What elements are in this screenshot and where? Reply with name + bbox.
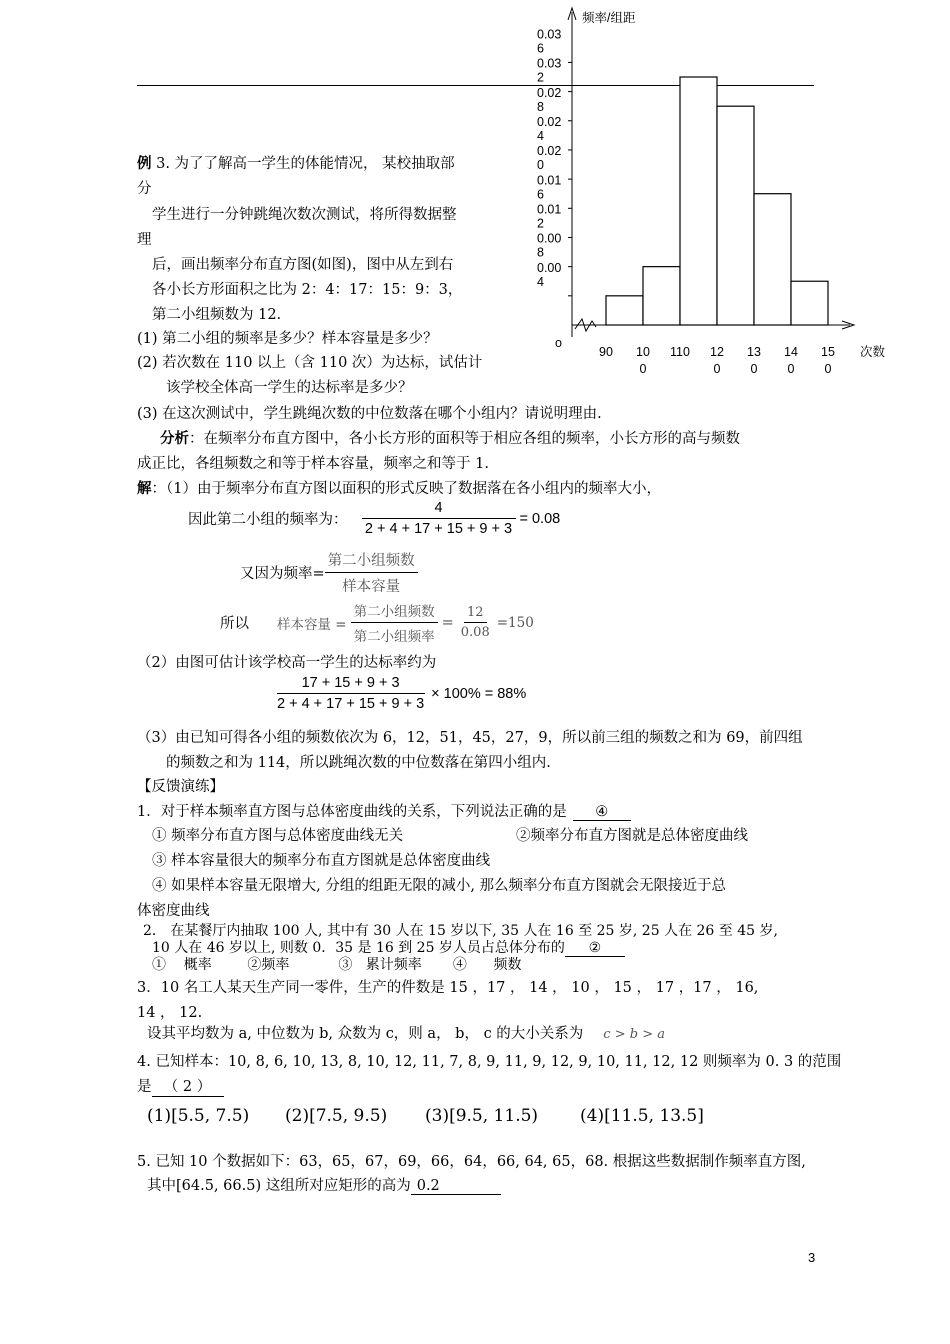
feedback-title: 【反馈演练】	[137, 779, 224, 795]
y-tick-label: 0.01	[537, 173, 562, 188]
histogram	[520, 0, 920, 400]
q1-option-1: ① 频率分布直方图与总体密度曲线无关	[152, 828, 404, 844]
feedback-q2b: 10 人在 46 岁以上, 则数 0．35 是 16 到 25 岁人员占总体分布的 ②	[152, 937, 625, 957]
x-tick-label-wrap: 0	[824, 362, 832, 376]
analysis-label: 分析	[160, 430, 189, 447]
q1-option-4: ④ 如果样本容量无限增大, 分组的组距无限的减小, 那么频率分布直方图就会无限接近于总	[152, 878, 727, 894]
question-1: (1) 第二小组的频率是多少？样本容量是多少？	[137, 331, 438, 347]
fraction-5: $\frac{17 + 15 + 9 + 3}{2 + 4 + 17 + 15 + 9 + 3}$	[277, 675, 425, 712]
x-tick-label: 10	[636, 345, 650, 359]
bar	[791, 281, 828, 325]
analysis-line-2: 成正比，各组频数之和等于样本容量，频率之和等于 1.	[137, 456, 489, 472]
solution-line-3b: 的频数之和为 114，所以跳绳次数的中位数落在第四小组内.	[166, 755, 551, 771]
bar	[680, 77, 717, 325]
y-tick-label-wrap: 4	[537, 128, 544, 143]
y-tick-label-wrap: 2	[537, 70, 544, 85]
y-tick-label-wrap: 0	[537, 158, 544, 173]
feedback-q3: 3．10 名工人某天生产同一零件，生产的件数是 15 ，17 ， 14 ， 10 ， 15 ， 17 ，17 ， 16,	[137, 980, 759, 996]
x-tick-label-wrap: 0	[639, 362, 647, 376]
x-tick-label: 90	[599, 345, 613, 359]
y-tick-label: 0.03	[537, 27, 562, 42]
q2-answer: ②	[565, 940, 625, 957]
x-tick-label: 110	[670, 345, 690, 359]
question-2b: 该学校全体高一学生的达标率是多少？	[166, 380, 413, 396]
x-tick-label-wrap: 0	[713, 362, 721, 376]
q4-answer: （ 2 ）	[152, 1075, 224, 1097]
question-3: (3) 在这次测试中，学生跳绳次数的中位数落在哪个小组内？请说明理由.	[137, 406, 602, 422]
q2-options: ① 概率 ②频率 ③ 累计频率 ④ 频数	[152, 957, 522, 973]
bar	[643, 267, 680, 325]
q1-option-2: ②频率分布直方图就是总体密度曲线	[516, 828, 748, 844]
example-line-5: 第二小组频数为 12.	[152, 307, 282, 323]
example-line-1: 例 3. 为了了解高一学生的体能情况， 某校抽取部	[137, 155, 455, 172]
example-line-1b: 分	[137, 181, 152, 197]
solution-line-2: （2）由图可估计该学校高一学生的达标率约为	[137, 655, 437, 671]
y-tick-label: 0.02	[537, 144, 562, 159]
y-tick-label-wrap: 6	[537, 41, 544, 56]
bar	[717, 106, 754, 325]
q1-option-3: ③ 样本容量很大的频率分布直方图就是总体密度曲线	[152, 853, 491, 869]
x-axis-label: 次数	[860, 345, 886, 359]
feedback-q5: 5. 已知 10 个数据如下：63，65，67，69，66，64，66, 64, 65，68. 根据这些数据制作频率直方图,	[137, 1154, 806, 1170]
solution-line-3: （3）由已知可得各小组的频数依次为 6，12，51，45，27，9，所以前三组的频数之和为 69，前四组	[137, 730, 803, 746]
x-tick-label: 15	[821, 345, 835, 359]
fraction-1: $\frac{4}{2 + 4 + 17 + 15 + 9 + 3}$	[362, 500, 516, 537]
formula-1: 因此第二小组的频率为： $\frac{4}{2 + 4 + 17 + 15 + 9 + 3}$ = 0.08	[188, 500, 561, 537]
y-tick-label-wrap: 4	[537, 274, 544, 289]
bar	[606, 296, 643, 325]
y-tick-label: 0.00	[537, 260, 562, 275]
formula-2: 又因为频率= $\frac{\text{第二小组频数}}{\text{样本容量}}$	[240, 549, 422, 596]
y-tick-label: 0.00	[537, 231, 562, 246]
example-line-2: 学生进行一分钟跳绳次数次测试，将所得数据整	[152, 207, 457, 223]
fraction-3: $\frac{\text{第二小组频数}}{\text{第二小组频率}}$	[351, 600, 438, 645]
feedback-q4: 4. 已知样本：10, 8, 6, 10, 13, 8, 10, 12, 11, 7, 8, 9, 11, 9, 12, 9, 10, 11, 12, 12 则频率为 0. 3 的范围	[137, 1054, 842, 1070]
question-2: (2) 若次数在 110 以上（含 110 次）为达标，试估计	[137, 355, 483, 371]
feedback-q3b: 14 ， 12.	[137, 1005, 203, 1021]
y-axis-label: 频率/组距	[582, 11, 636, 25]
example-line-3: 后，画出频率分布直方图(如图)，图中从左到右	[152, 257, 454, 273]
y-tick-label: 0.02	[537, 85, 562, 100]
example-line-4: 各小长方形面积之比为 2：4：17：15：9：3，	[152, 282, 463, 298]
y-tick-label-wrap: 6	[537, 187, 544, 202]
q3-answer: c > b > a	[603, 1027, 665, 1042]
q1-answer: ④	[573, 804, 631, 821]
y-tick-label: 0.03	[537, 56, 562, 71]
q4-option-2: (2)[7.5, 9.5)	[285, 1106, 388, 1126]
x-tick-label: 12	[710, 345, 724, 359]
q4-option-4: (4)[11.5, 13.5]	[580, 1106, 704, 1126]
fraction-2: $\frac{\text{第二小组频数}}{\text{样本容量}}$	[325, 549, 418, 596]
x-tick-label-wrap: 0	[750, 362, 758, 376]
x-tick-label: 14	[784, 345, 798, 359]
y-tick-label-wrap: 8	[537, 245, 544, 260]
feedback-q2: 2． 在某餐厅内抽取 100 人, 其中有 30 人在 15 岁以下, 35 人在 16 至 25 岁, 25 人在 26 至 45 岁,	[143, 923, 778, 939]
solution-label: 解	[137, 480, 152, 497]
example-line-2b: 理	[137, 232, 152, 248]
formula-5: $\frac{17 + 15 + 9 + 3}{2 + 4 + 17 + 15 + 9 + 3}$ × 100% = 88%	[270, 675, 526, 712]
feedback-q3c: 设其平均数为 a, 中位数为 b, 众数为 c，则 a， b， c 的大小关系为 c > b > a	[147, 1026, 665, 1042]
solution-line-1: 解：（1）由于频率分布直方图以面积的形式反映了数据落在各小组内的频率大小，	[137, 480, 661, 497]
origin-label: o	[555, 336, 562, 350]
x-tick-label: 13	[747, 345, 761, 359]
feedback-q4b: 是 （ 2 ）	[137, 1075, 224, 1097]
y-tick-label-wrap: 8	[537, 99, 544, 114]
q1-option-4b: 体密度曲线	[137, 903, 210, 919]
feedback-q1: 1．对于样本频率直方图与总体密度曲线的关系，下列说法正确的是 ④	[137, 800, 631, 821]
y-tick-label: 0.02	[537, 114, 562, 129]
x-tick-label-wrap: 0	[787, 362, 795, 376]
formula-3: 所以 样本容量 = $\frac{\text{第二小组频数}}{\text{第二小组频率}}$ = $\frac{12}{0.08}$ =150	[220, 600, 534, 645]
feedback-q5b: 其中[64.5, 66.5) 这组所对应矩形的高为 0.2	[147, 1174, 501, 1195]
example-label: 例	[137, 155, 152, 172]
q4-option-1: (1)[5.5, 7.5)	[147, 1106, 250, 1126]
bar	[754, 194, 791, 325]
q5-answer: 0.2	[411, 1178, 501, 1195]
fraction-4: $\frac{12}{0.08}$	[460, 605, 490, 640]
y-tick-label-wrap: 2	[537, 216, 544, 231]
analysis-line-1: 分析：在频率分布直方图中，各小长方形的面积等于相应各组的频率，小长方形的高与频数	[160, 430, 740, 447]
page-number: 3	[808, 1250, 816, 1265]
y-tick-label: 0.01	[537, 202, 562, 217]
q4-option-3: (3)[9.5, 11.5)	[425, 1106, 539, 1126]
